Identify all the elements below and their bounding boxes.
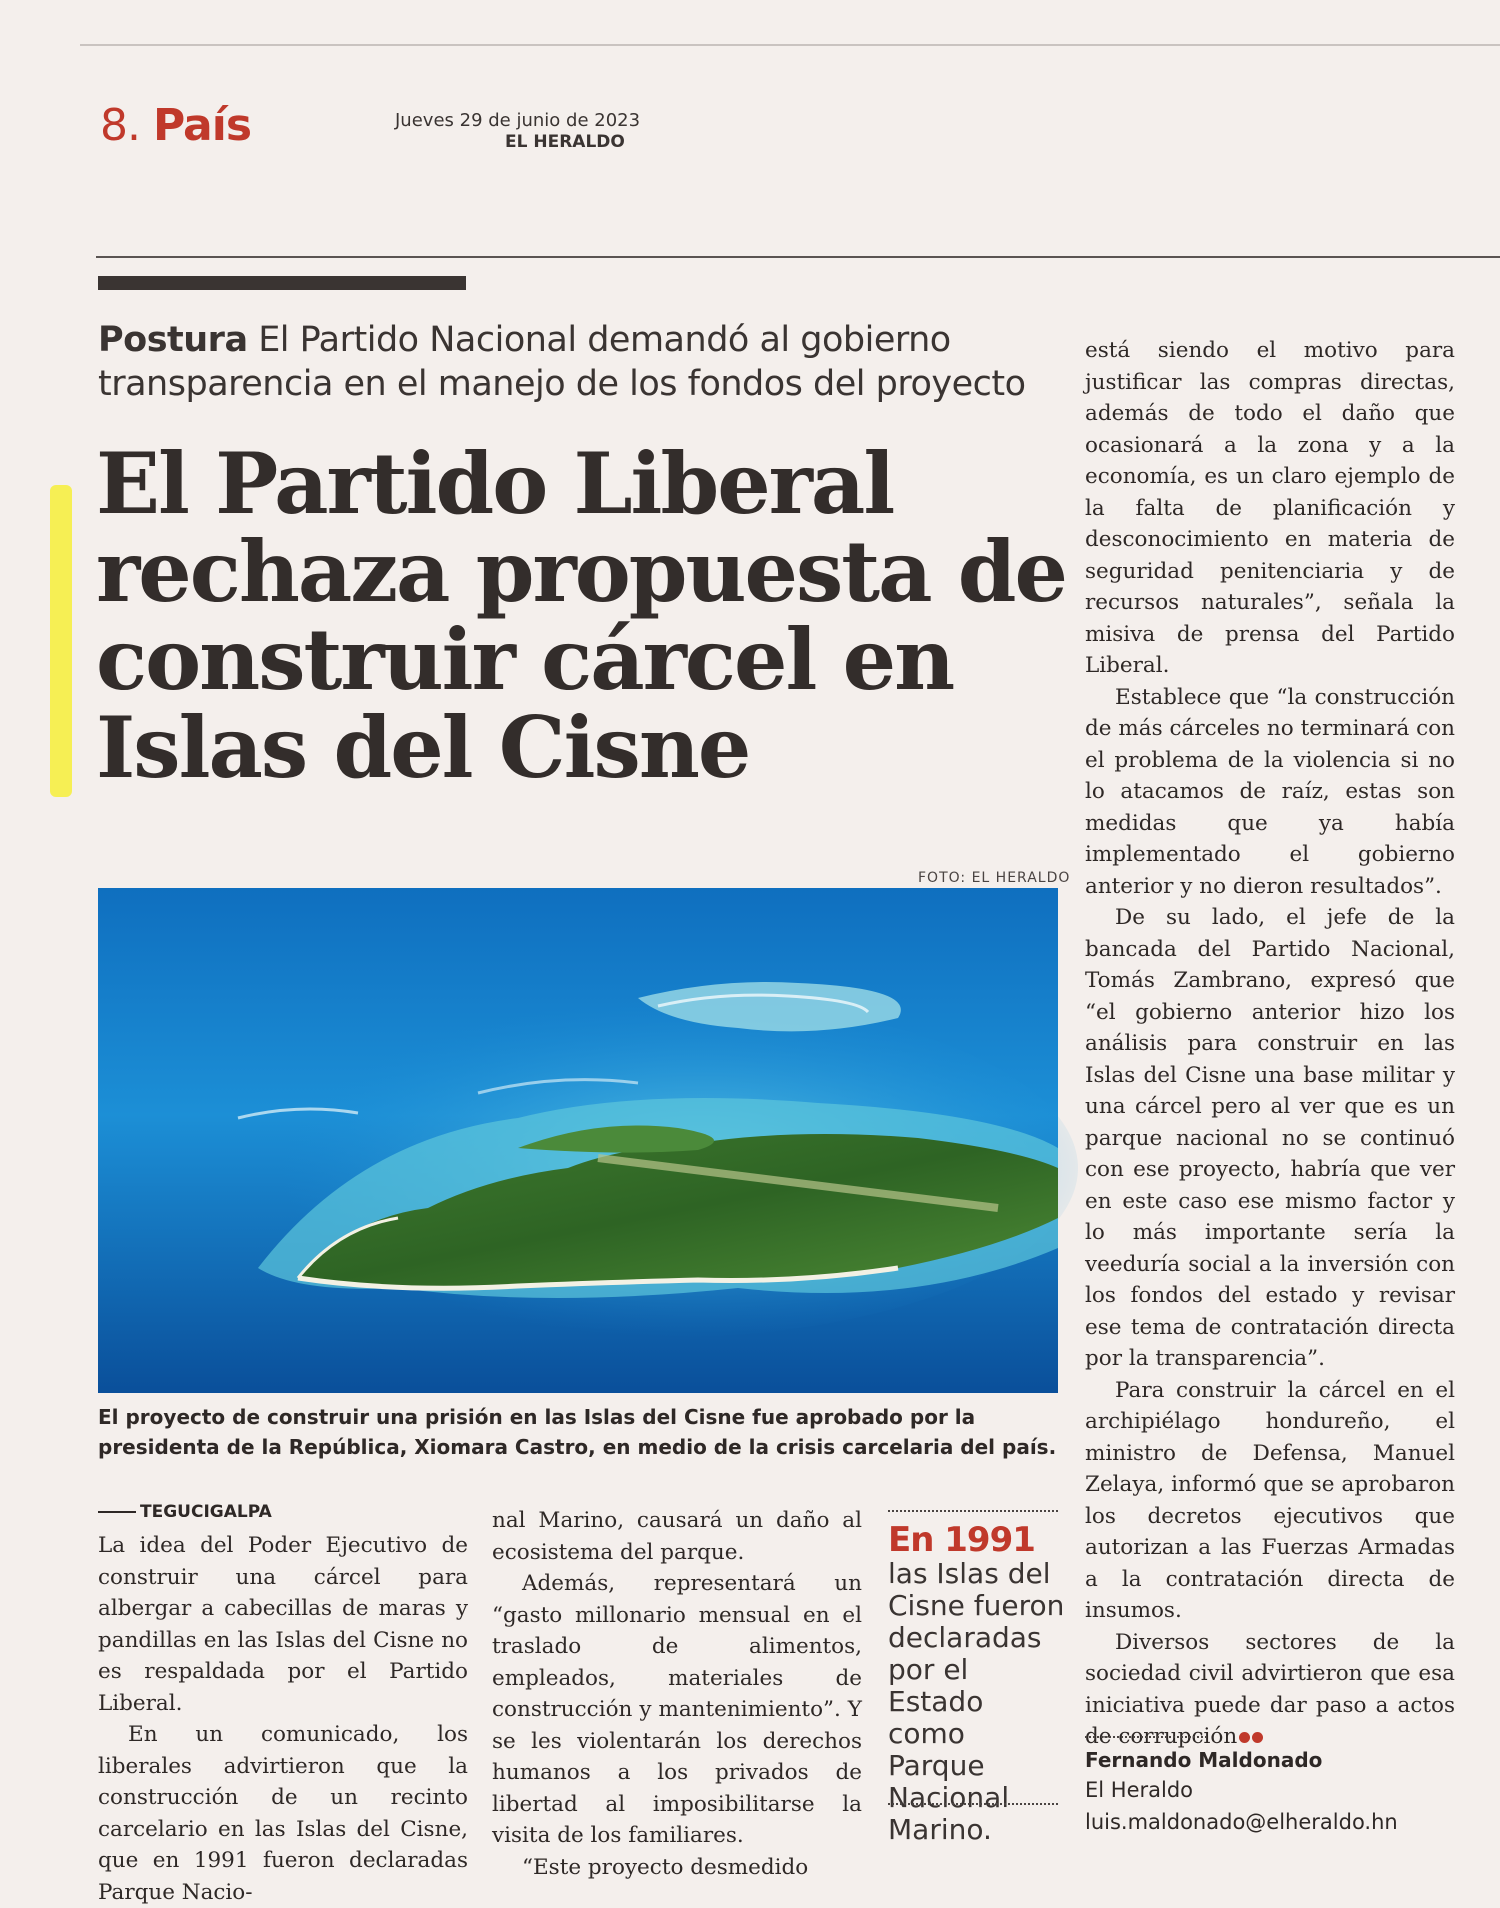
- paragraph: “Este proyecto desmedido: [522, 1854, 809, 1880]
- last-paragraph: [1085, 1627, 1455, 1753]
- paragraph: Además, representará un “gasto millonario mensual en el traslado de alimentos, empleados, materiales de construcción y mantenimiento”. Y se les violentarán los derechos humanos a los privados de libertad al imposibilitarse la visita de los familiares.: [492, 1571, 862, 1848]
- paragraph: En un comunicado, los liberales advirtieron que la construcción de un recinto carcelario en las Islas del Cisne, que en 1991 fueron declaradas Parque Nacio-: [98, 1722, 468, 1905]
- aerial-island-image: [98, 888, 1058, 1393]
- paragraph: La idea del Poder Ejecutivo de construir una cárcel para albergar a cabecillas de maras y pandillas en las Islas del Cisne no es respaldada por el Partido Liberal.: [98, 1533, 468, 1716]
- sidebar-rule-bottom: [888, 1803, 1058, 1805]
- byline-rule: [1085, 1736, 1207, 1738]
- paragraph: está siendo el motivo para justificar las compras directas, además de todo el daño que ocasionará a la zona y a la economía, es un claro ejemplo de la falta de planificación y desconocimiento en materia de seguridad penitenciaria y de recursos naturales”, señala la misiva de prensa del Partido Liberal.: [1085, 338, 1455, 678]
- dateline-city: TEGUCIGALPA: [140, 1502, 272, 1522]
- newspaper-name: EL HERALDO: [505, 132, 625, 152]
- paragraph: nal Marino, causará un daño al ecosistema del parque.: [492, 1508, 862, 1565]
- dateline-dash: [98, 1511, 136, 1513]
- paragraph: Para construir la cárcel en el archipiélago hondureño, el ministro de Defensa, Manuel Zelaya, informó que se aprobaron los decretos ejecutivos que autorizan a las Fuerzas Armadas a la contratación directa de insumos.: [1085, 1377, 1455, 1623]
- page-folio: [100, 100, 251, 151]
- sidebar-year: En 1991: [888, 1520, 1035, 1560]
- page-number: 8.: [100, 100, 140, 151]
- photo-credit: FOTO: EL HERALDO: [918, 870, 1071, 886]
- paragraph: De su lado, el jefe de la bancada del Partido Nacional, Tomás Zambrano, expresó que “el gobierno anterior hizo los análisis para construir en las Islas del Cisne una base militar y una cárcel pero al ver que es un parque nacional no se continuó con ese proyecto, habría que ver en este caso ese mismo factor y lo más importante sería la veeduría social a la inversión con los fondos del estado y revisar ese tema de contratación directa por la transparencia”.: [1085, 905, 1455, 1371]
- end-mark-icon: [1239, 1732, 1250, 1743]
- kicker-text: El Partido Nacional demandó al gobierno transparencia en el manejo de los fondos del proyecto: [98, 320, 1026, 404]
- section-name: País: [152, 100, 252, 151]
- byline-email: luis.maldonado@elheraldo.hn: [1085, 1810, 1398, 1834]
- kicker-bar: [98, 276, 466, 290]
- dateline: [98, 1502, 272, 1522]
- photo-caption: El proyecto de construir una prisión en las Islas del Cisne fue aprobado por la presidenta de la República, Xiomara Castro, en medio de la crisis carcelaria del país.: [98, 1405, 1057, 1459]
- body-column-3: [1085, 335, 1455, 1753]
- end-mark-icon: [1252, 1732, 1263, 1743]
- body-column-2: [492, 1505, 862, 1883]
- kicker-label: Postura: [98, 320, 248, 360]
- kicker: [98, 318, 1068, 406]
- island-photo: [98, 888, 1058, 1393]
- byline-name: Fernando Maldonado: [1085, 1748, 1323, 1772]
- paragraph-text: Diversos sectores de la sociedad civil advirtieron que esa iniciativa puede dar paso a actos de corrupción: [1085, 1629, 1455, 1749]
- header-rule: [96, 256, 1500, 258]
- highlighter-mark: [50, 485, 72, 797]
- sidebar-rule-top: [888, 1510, 1058, 1512]
- body-column-1: [98, 1530, 468, 1908]
- sidebar-text: las Islas del Cisne fueron declaradas por el Estado como Parque Nacional Marino.: [888, 1557, 1065, 1846]
- issue-date: Jueves 29 de junio de 2023: [395, 110, 641, 131]
- byline-org: El Heraldo: [1085, 1778, 1194, 1802]
- paragraph: Establece que “la construcción de más cárceles no terminará con el problema de la violencia si no lo atacamos de raíz, estas son medidas que ya había implementado el gobierno anterior y no dieron resultados”.: [1085, 684, 1455, 899]
- top-rule: [80, 44, 1500, 46]
- headline: El Partido Liberal rechaza propuesta de construir cárcel en Islas del Cisne: [96, 434, 1066, 797]
